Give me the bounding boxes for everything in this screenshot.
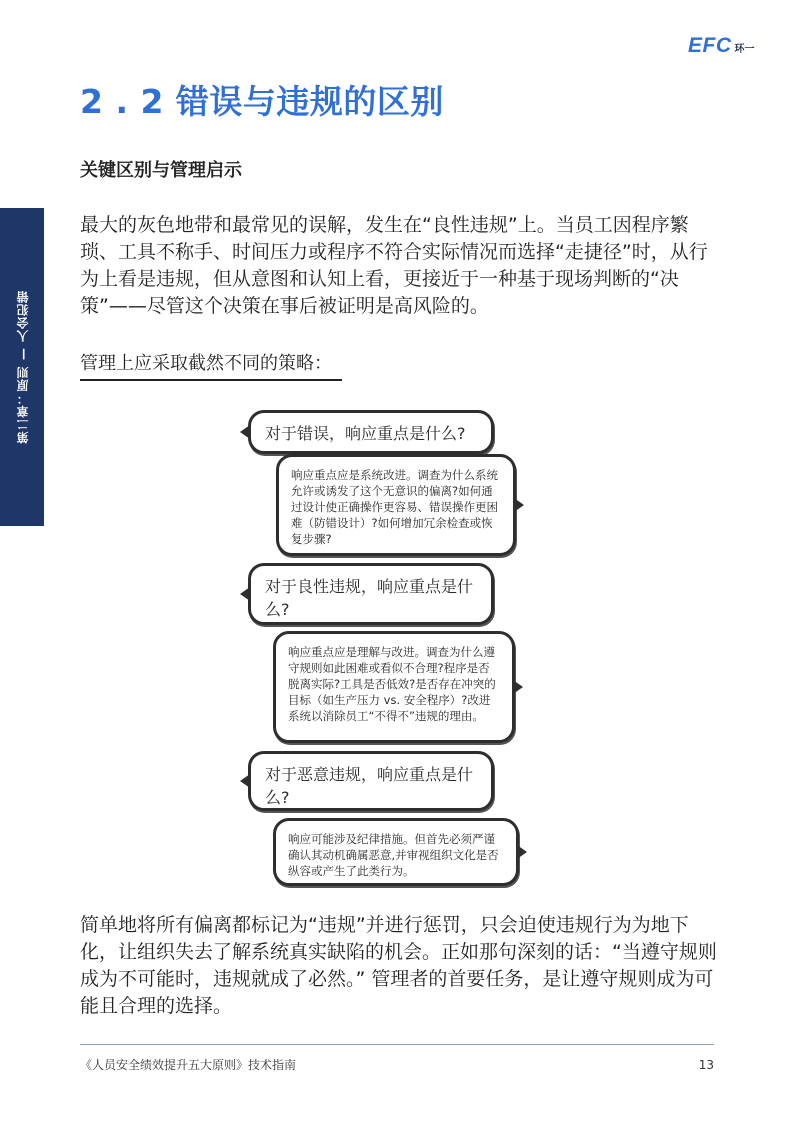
section-subheading: 关键区别与管理启示: [80, 160, 242, 181]
intro-paragraph: 最大的灰色地带和最常见的误解，发生在“良性违规”上。当员工因程序繁琐、工具不称手、时间压力或程序不符合实际情况而选择“走捷径”时，从行为上看是违规，但从意图和认知上看，更接近于一种基于现场判断的“决策”——尽管这个决策在事后被证明是高风险的。: [80, 214, 708, 317]
question-bubble-malicious-violation: 对于恶意违规，响应重点是什么?: [248, 751, 494, 811]
footer-document-title: 《人员安全绩效提升五大原则》技术指南: [80, 1058, 297, 1072]
section-title: 2 . 2 错误与违规的区别: [80, 82, 444, 121]
page-number: 13: [698, 1058, 714, 1072]
logo-subtext: 环一: [734, 44, 755, 55]
chapter-side-tab-label: 第二章：原则 — 人会犯错: [15, 290, 30, 444]
logo-wordmark: EFC: [688, 34, 732, 57]
question-bubble-error: 对于错误，响应重点是什么?: [248, 410, 494, 454]
answer-bubble-malicious-violation: 响应可能涉及纪律措施。但首先必须严谨确认其动机确属恶意,并审视组织文化是否纵容或产生了此类行为。: [273, 818, 519, 886]
strategy-heading: 管理上应采取截然不同的策略：: [80, 351, 342, 381]
chapter-side-tab: [0, 208, 44, 526]
company-logo: [688, 34, 755, 58]
conclusion-paragraph: 简单地将所有偏离都标记为“违规”并进行惩罚，只会迫使违规行为为地下化，让组织失去了解系统真实缺陷的机会。正如那句深刻的话：“当遵守规则成为不可能时，违规就成了必然。” 管理者的首要任务，是让遵守规则成为可能且合理的选择。: [80, 914, 717, 1017]
footer-divider: [80, 1044, 714, 1045]
answer-bubble-benign-violation: 响应重点应是理解与改进。调查为什么遵守规则如此困难或看似不合理?程序是否脱离实际?工具是否低效?是否存在冲突的目标（如生产压力 vs. 安全程序）?改进系统以消除员工“不得不”违规的理由。: [273, 631, 515, 743]
answer-bubble-error: 响应重点应是系统改进。调查为什么系统允许或诱发了这个无意识的偏离?如何通过设计使正确操作更容易、错误操作更困难（防错设计）?如何增加冗余检查或恢复步骤?: [276, 454, 516, 556]
question-bubble-benign-violation: 对于良性违规，响应重点是什么?: [248, 563, 494, 625]
